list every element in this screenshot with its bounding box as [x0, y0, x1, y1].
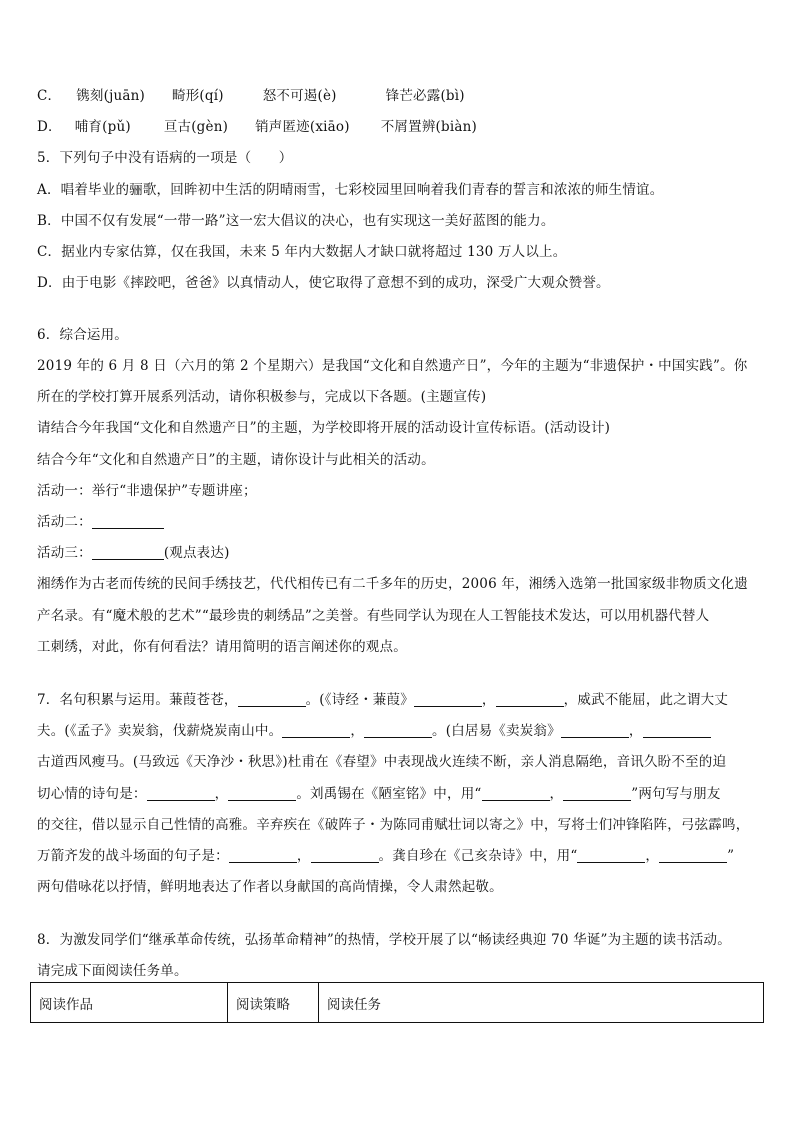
answer-blank[interactable]	[92, 514, 164, 529]
answer-blank[interactable]	[414, 692, 482, 707]
answer-blank[interactable]	[482, 786, 550, 801]
answer-blank[interactable]	[643, 723, 711, 738]
q7-text: 。刘禹锡在《陋室铭》中，用“	[296, 786, 482, 802]
q7-text: ，	[214, 786, 229, 802]
answer-blank[interactable]	[659, 848, 727, 863]
q6-paragraph: 请结合今年我国“文化和自然遗产日”的主题，为学校即将开展的活动设计宣传标语。(活动设计)	[37, 420, 611, 436]
q7-line	[37, 782, 721, 802]
answer-blank[interactable]	[577, 848, 645, 863]
option-label: C．	[37, 88, 62, 104]
q7-text: ，	[350, 723, 365, 739]
q6-title: 6．综合运用。	[37, 327, 128, 343]
answer-blank[interactable]	[364, 723, 432, 738]
q5-option-c: C．据业内专家估算，仅在我国，未来 5 年内大数据人才缺口就将超过 130 万人以上。	[37, 244, 567, 260]
q7-line: 古道西风瘦马。(马致远《天净沙・秋思》)杜甫在《春望》中表现战火连续不断，亲人消息隔绝，音讯久盼不至的迫	[37, 754, 727, 770]
table-header-cell: 阅读任务	[319, 983, 764, 1023]
q7-line	[37, 688, 728, 708]
q7-line	[37, 719, 711, 739]
activity-label: 活动二：	[37, 514, 92, 530]
q5-option-b: B．中国不仅有发展“一带一路”这一宏大倡议的决心，也有实现这一美好蓝图的能力。	[37, 213, 555, 229]
table-header-row	[31, 983, 764, 1023]
q7-text: ，威武不能屈，此之谓大丈	[563, 692, 729, 708]
table-header-cell: 阅读作品	[31, 983, 228, 1023]
q7-text: 万箭齐发的战斗场面的句子是：	[37, 848, 229, 864]
option-label: D．	[37, 119, 62, 135]
q7-text: ”	[727, 848, 735, 864]
q7-text: 。(白居易《卖炭翁》	[432, 723, 561, 739]
answer-blank[interactable]	[147, 786, 215, 801]
activity-suffix: (观点表达)	[163, 545, 230, 561]
q8-stem: 8．为激发同学们“继承革命传统，弘扬革命精神”的热情，学校开展了以“畅读经典迎 70 华诞”为主题的读书活动。	[37, 932, 731, 948]
q7-text: ”两句写与朋友	[631, 786, 721, 802]
q4-option-c	[37, 84, 465, 104]
q4-option-d	[37, 115, 477, 135]
q6-activity-3	[37, 541, 230, 561]
q6-paragraph: 湘绣作为古老而传统的民间手绣技艺，代代相传已有二千多年的历史，2006 年，湘绣入选第一批国家级非物质文化遗	[37, 576, 748, 592]
q7-text: ，	[296, 848, 311, 864]
word-item: 锋芒必露(bì)	[385, 88, 465, 104]
q6-paragraph: 产名录。有“魔术般的艺术”“最珍贵的刺绣品”之美誉。有些同学认为现在人工智能技术发达，可以用机器代替人	[37, 608, 710, 624]
answer-blank[interactable]	[561, 723, 629, 738]
reading-task-table	[30, 982, 764, 1023]
q7-line: 两句借咏花以抒情，鲜明地表达了作者以身献国的高尚情操，令人肃然起敬。	[37, 879, 503, 895]
q6-paragraph: 工刺绣，对此，你有何看法？请用简明的语言阐述你的观点。	[37, 639, 407, 655]
word-item: 怒不可遏(è)	[262, 88, 337, 104]
q7-line: 的交往，借以显示自己性情的高雅。辛弃疾在《破阵子・为陈同甫赋壮词以寄之》中，写将士们冲锋陷阵，弓弦霹鸣，	[37, 817, 750, 833]
q5-option-d: D．由于电影《摔跤吧，爸爸》以真情动人，使它取得了意想不到的成功，深受广大观众赞誉。	[37, 275, 610, 291]
activity-label: 活动三：	[37, 545, 92, 561]
table-header-cell: 阅读策略	[228, 983, 319, 1023]
q7-text: 夫。(《孟子》卖炭翁，伐薪烧炭南山中。	[37, 723, 283, 739]
answer-blank[interactable]	[563, 786, 631, 801]
word-item: 亘古(gèn)	[163, 119, 229, 135]
answer-blank[interactable]	[282, 723, 350, 738]
answer-blank[interactable]	[496, 692, 564, 707]
q6-activity-1: 活动一：举行“非遗保护”专题讲座；	[37, 483, 257, 499]
word-item: 畸形(qí)	[172, 88, 224, 104]
word-item: 镌刻(juān)	[76, 88, 145, 104]
answer-blank[interactable]	[311, 848, 379, 863]
answer-blank[interactable]	[238, 692, 306, 707]
answer-blank[interactable]	[92, 545, 164, 560]
answer-blank[interactable]	[229, 848, 297, 863]
q6-paragraph: 结合今年“文化和自然遗产日”的主题，请你设计与此相关的活动。	[37, 452, 435, 468]
q5-option-a: A．唱着毕业的骊歌，回眸初中生活的阴晴雨雪，七彩校园里回响着我们青春的誓言和浓浓的师生情谊。	[37, 182, 664, 198]
q6-activity-2	[37, 510, 164, 530]
q8-stem: 请完成下面阅读任务单。	[37, 963, 188, 979]
q7-text: 。(《诗经・蒹葭》	[305, 692, 414, 708]
q5-stem: 5．下列句子中没有语病的一项是（ ）	[37, 150, 293, 166]
q7-line	[37, 844, 734, 864]
word-item: 不屑置辨(biàn)	[380, 119, 477, 135]
word-item: 销声匿迹(xiāo)	[255, 119, 350, 135]
q7-text: 7．名句积累与运用。蒹葭苍苍，	[37, 692, 238, 708]
word-item: 哺育(pǔ)	[74, 119, 131, 135]
q7-text: 。龚自珍在《己亥杂诗》中，用“	[378, 848, 578, 864]
q6-paragraph: 2019 年的 6 月 8 日（六月的第 2 个星期六）是我国“文化和自然遗产日”，今年的主题为“非遗保护・中国实践”。你	[37, 358, 748, 374]
q7-text: ，	[645, 848, 660, 864]
q7-text: ，	[628, 723, 643, 739]
q7-text: 切心情的诗句是：	[37, 786, 147, 802]
answer-blank[interactable]	[228, 786, 296, 801]
q7-text: ，	[549, 786, 564, 802]
q6-paragraph: 所在的学校打算开展系列活动，请你积极参与，完成以下各题。(主题宣传)	[37, 389, 487, 405]
q7-text: ，	[481, 692, 496, 708]
